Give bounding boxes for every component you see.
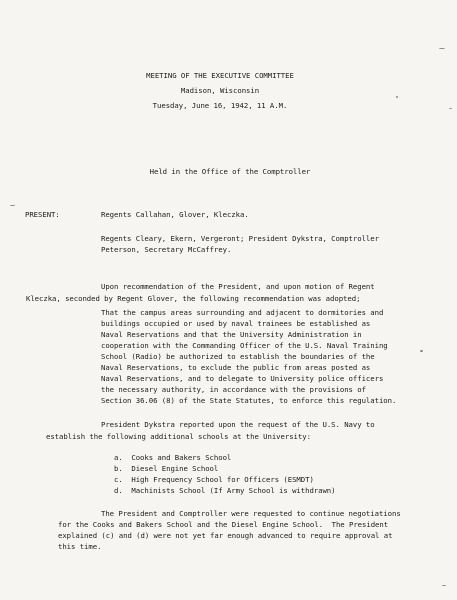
resolution-line-4: cooperation with the Commanding Officer of the U.S. Naval Training [101,341,388,350]
negotiations-line-2: for the Cooks and Bakers School and the Diesel Engine School. The President [58,520,389,529]
resolution-line-8: the necessary authority, in accordance with the provisions of [101,385,366,394]
negotiations-line-4: this time. [58,542,102,551]
school-item-a: a. Cooks and Bakers School [114,453,232,462]
present-label: PRESENT: [25,210,60,219]
absent-regents-line-2: Peterson, Secretary McCaffrey. [101,245,232,254]
resolution-line-5: School (Radio) be authorized to establish the boundaries of the [101,352,375,361]
school-item-b: b. Diesel Engine School [114,464,219,473]
resolution-line-7: Naval Reservations, and to delegate to University police officers [101,374,384,383]
resolution-line-9: Section 36.06 (8) of the State Statutes, to enforce this regulation. [101,396,397,405]
meeting-date: Tuesday, June 16, 1942, 11 A.M. [152,101,288,110]
scan-speck [10,205,15,206]
report-line-1: President Dykstra reported upon the request of the U.S. Navy to [101,420,375,429]
resolution-line-6: Naval Reservations, to exclude the public from areas posted as [101,363,371,372]
scan-speck [439,48,445,49]
absent-regents-line-1: Regents Cleary, Ekern, Vergeront; President Dykstra, Comptroller [101,234,379,243]
motion-line-2: Kleczka, seconded by Regent Glover, the following recommendation was adopted; [26,294,361,303]
negotiations-line-1: The President and Comptroller were requested to continue negotiations [101,509,401,518]
scan-speck [442,585,446,586]
present-regents: Regents Callahan, Glover, Kleczka. [101,210,249,219]
school-item-c: c. High Frequency School for Officers (ESMDT) [114,475,314,484]
resolution-line-2: buildings occupied or used by naval trainees be established as [101,319,371,328]
scan-speck [449,108,452,109]
scan-speck [396,96,398,98]
meeting-title: MEETING OF THE EXECUTIVE COMMITTEE [146,71,294,80]
negotiations-line-3: explained (c) and (d) were not yet far enough advanced to require approval at [58,531,393,540]
held-location: Held in the Office of the Comptroller [149,167,311,176]
school-item-d: d. Machinists School (If Army School is withdrawn) [114,486,336,495]
scan-speck [420,350,423,352]
report-line-2: establish the following additional schools at the University: [46,432,311,441]
meeting-location: Madison, Wisconsin [180,86,260,95]
resolution-line-3: Naval Reservations and that the University Administration in [101,330,362,339]
motion-line-1: Upon recommendation of the President, and upon motion of Regent [101,282,375,291]
resolution-line-1: That the campus areas surrounding and adjacent to dormitories and [101,308,384,317]
